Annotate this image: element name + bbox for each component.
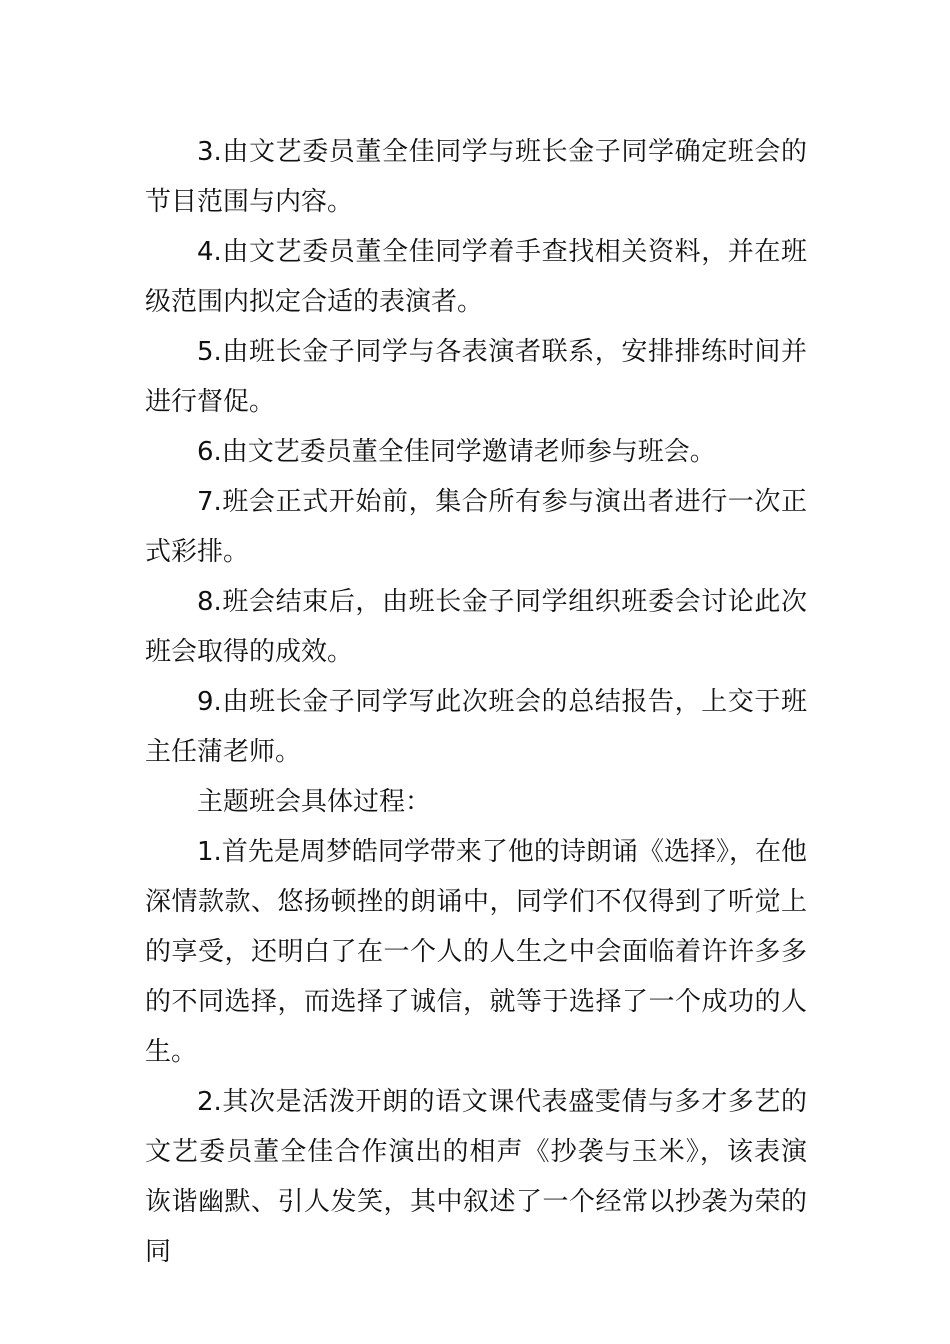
paragraph-step-4: 4.由文艺委员董全佳同学着手查找相关资料，并在班级范围内拟定合适的表演者。 [145,237,807,317]
paragraph-step-9: 9.由班长金子同学写此次班会的总结报告，上交于班主任蒲老师。 [145,687,807,767]
paragraph-step-8: 8.班会结束后，由班长金子同学组织班委会讨论此次班会取得的成效。 [145,587,807,667]
document-body [145,127,807,1277]
paragraph-step-6: 6.由文艺委员董全佳同学邀请老师参与班会。 [197,437,716,467]
paragraph-step-7: 7.班会正式开始前，集合所有参与演出者进行一次正式彩排。 [145,487,807,567]
paragraph-process-1: 1.首先是周梦皓同学带来了他的诗朗诵《选择》，在他深情款款、悠扬顿挫的朗诵中，同学们不仅得到了听觉上的享受，还明白了在一个人的人生之中会面临着许许多多的不同选择，而选择了诚信，就等于选择了一个成功的人生。 [145,837,807,1067]
paragraph-step-5: 5.由班长金子同学与各表演者联系，安排排练时间并进行督促。 [145,337,807,417]
paragraph-step-3: 3.由文艺委员董全佳同学与班长金子同学确定班会的节目范围与内容。 [145,137,807,217]
section-heading-process: 主题班会具体过程： [197,787,432,817]
paragraph-process-2: 2.其次是活泼开朗的语文课代表盛雯倩与多才多艺的文艺委员董全佳合作演出的相声《抄袭与玉米》，该表演诙谐幽默、引人发笑，其中叙述了一个经常以抄袭为荣的同 [145,1087,807,1267]
